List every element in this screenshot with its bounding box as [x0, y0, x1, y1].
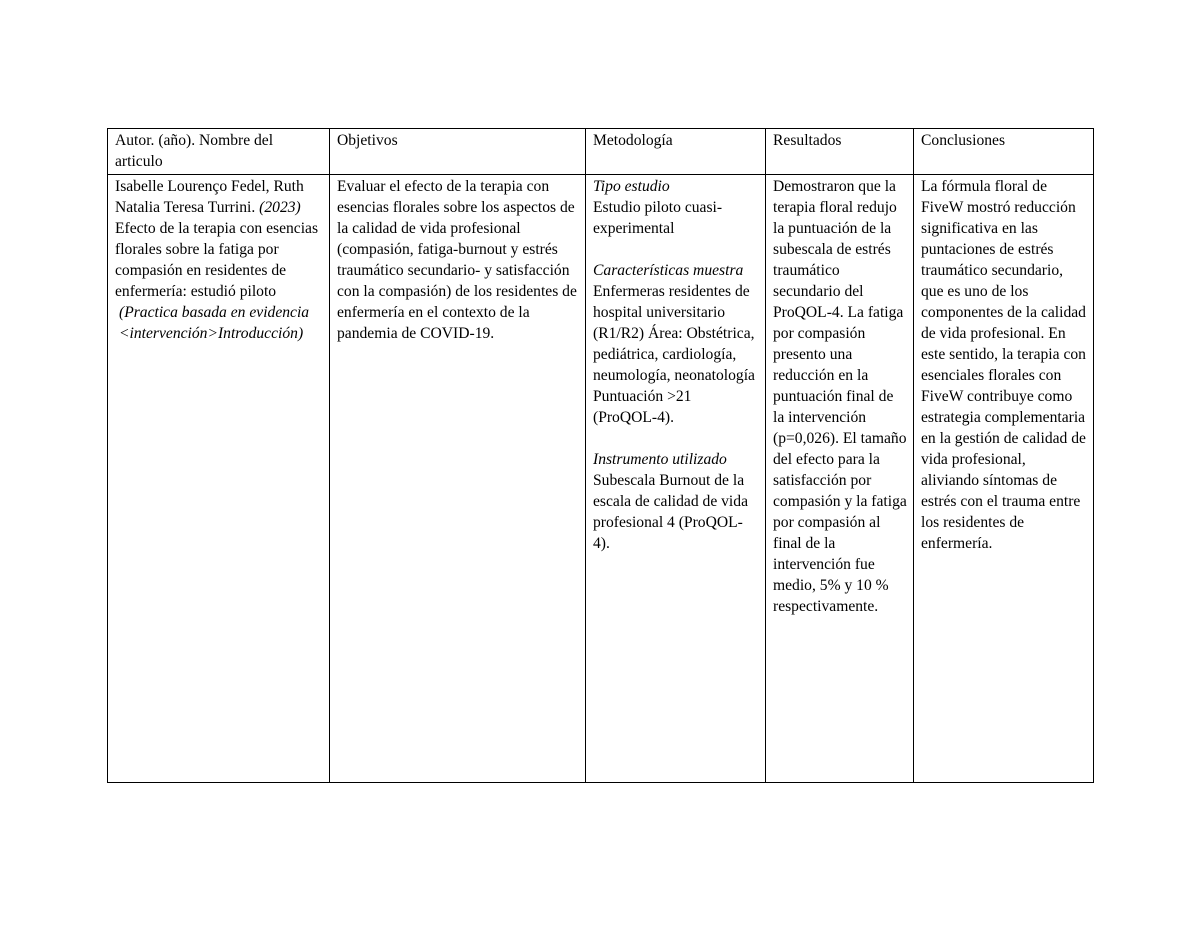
table-row: [108, 175, 1094, 783]
tipo-estudio-label: Tipo estudio: [593, 178, 670, 195]
caracteristicas-value: Enfermeras residentes de hospital universitario (R1/R2) Área: Obstétrica, pediátrica, cardiología, neumología, neonatología Puntuación >21 (ProQOL-4).: [593, 283, 755, 426]
cell-metodologia: [586, 175, 766, 783]
caracteristicas-label: Características muestra: [593, 262, 744, 279]
cell-resultados: Demostraron que la terapia floral redujo la puntuación de la subescala de estrés traumático secundario del ProQOL-4. La fatiga por compasión presento una reducción en la puntuación final de la intervención (p=0,026). El tamaño del efecto para la satisfacción por compasión y la fatiga por compasión al final de la intervención fue medio, 5% y 10 % respectivamente.: [766, 175, 914, 783]
instrumento-value: Subescala Burnout de la escala de calidad de vida profesional 4 (ProQOL-4).: [593, 472, 748, 552]
cell-conclusiones: La fórmula floral de FiveW mostró reducción significativa en las puntaciones de estrés traumático secundario, que es uno de los componentes de la calidad de vida profesional. En este sentido, la terapia con esenciales florales con FiveW contribuye como estrategia complementaria en la gestión de calidad de vida profesional, aliviando síntomas de estrés con el trauma entre los residentes de enfermería.: [914, 175, 1094, 783]
table-header-row: [108, 129, 1094, 175]
authors-text: Isabelle Lourenço Fedel, Ruth Natalia Teresa Turrini.: [115, 178, 304, 216]
cell-autor: [108, 175, 330, 783]
tag-text: (Practica basada en evidencia <intervención>Introducción): [119, 304, 310, 342]
header-metodologia: Metodología: [586, 129, 766, 175]
header-autor: Autor. (año). Nombre del articulo: [108, 129, 330, 175]
header-resultados: Resultados: [766, 129, 914, 175]
cell-objetivos: Evaluar el efecto de la terapia con esencias florales sobre los aspectos de la calidad de vida profesional (compasión, fatiga-burnout y estrés traumático secundario- y satisfacción con la compasión) de los residentes de enfermería en el contexto de la pandemia de COVID-19.: [330, 175, 586, 783]
article-title-text: Efecto de la terapia con esencias florales sobre la fatiga por compasión en residentes de enfermería: estudió piloto: [115, 220, 319, 300]
year-text: (2023): [259, 199, 301, 216]
tipo-estudio-value: Estudio piloto cuasi-experimental: [593, 199, 723, 237]
header-conclusiones: Conclusiones: [914, 129, 1094, 175]
header-objetivos: Objetivos: [330, 129, 586, 175]
instrumento-label: Instrumento utilizado: [593, 451, 727, 468]
literature-table: [107, 128, 1094, 783]
